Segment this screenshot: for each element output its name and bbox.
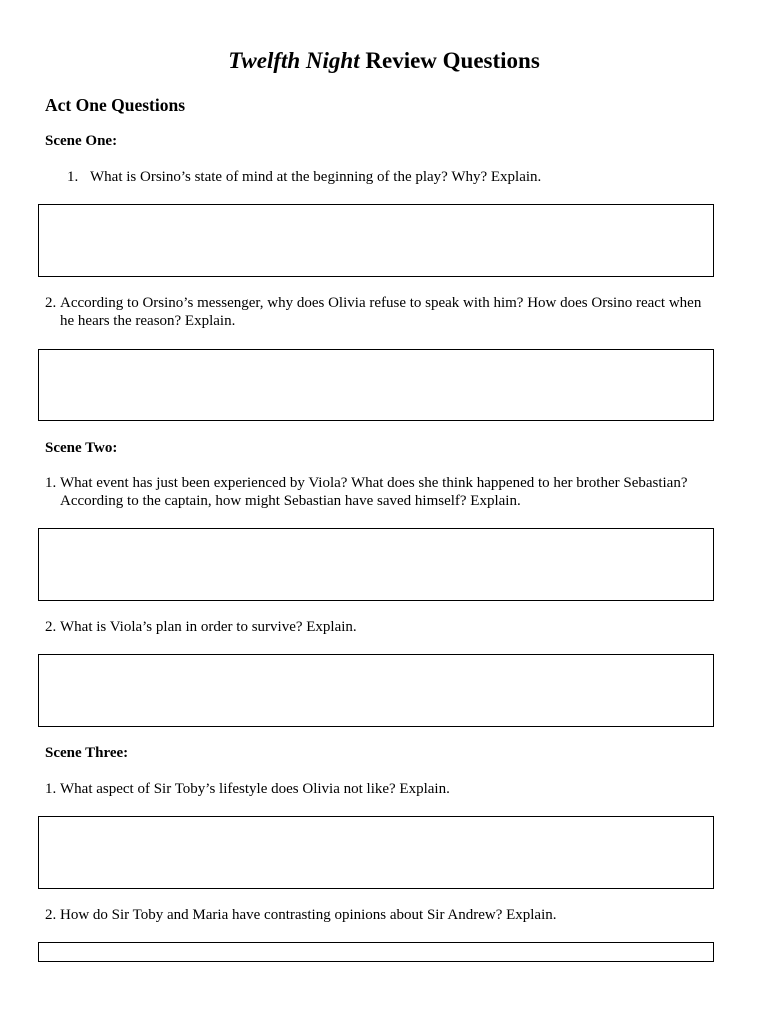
- question-scene2-q1: [45, 474, 715, 510]
- act-heading: Act One Questions: [45, 95, 185, 115]
- scene-heading-one: Scene One:: [45, 133, 118, 149]
- answer-box-scene1-q1[interactable]: [38, 204, 714, 277]
- title-rest: Review Questions: [359, 48, 540, 73]
- answer-box-scene1-q2[interactable]: [38, 349, 714, 421]
- answer-box-scene2-q2[interactable]: [38, 654, 714, 727]
- question-scene3-q2: [45, 906, 715, 924]
- question-number: 2.: [45, 619, 57, 635]
- scene-heading-two: Scene Two:: [45, 440, 118, 456]
- page-title: [0, 46, 768, 76]
- answer-box-scene3-q1[interactable]: [38, 816, 714, 889]
- question-text: What is Orsino’s state of mind at the beginning of the play? Why? Explain.: [90, 169, 542, 185]
- question-scene1-q2: [45, 294, 715, 330]
- question-scene3-q1: [45, 780, 715, 798]
- question-number: 1.: [45, 781, 57, 797]
- answer-box-scene3-q2[interactable]: [38, 942, 714, 962]
- scene-heading-three: Scene Three:: [45, 745, 129, 761]
- answer-box-scene2-q1[interactable]: [38, 528, 714, 601]
- question-text: What is Viola’s plan in order to survive? Explain.: [60, 619, 357, 635]
- question-text: What event has just been experienced by Viola? What does she think happened to her brother Sebastian? According to the captain, how might Sebastian have saved himself? Explain.: [60, 475, 688, 509]
- question-text: How do Sir Toby and Maria have contrasting opinions about Sir Andrew? Explain.: [60, 907, 557, 923]
- question-text: What aspect of Sir Toby’s lifestyle does Olivia not like? Explain.: [60, 781, 450, 797]
- title-play-name: Twelfth Night: [228, 48, 360, 73]
- question-number: 1.: [45, 475, 57, 491]
- question-number: 2.: [45, 907, 57, 923]
- question-scene2-q2: [45, 618, 715, 636]
- question-text: According to Orsino’s messenger, why does Olivia refuse to speak with him? How does Orsino react when he hears the reason? Explain.: [60, 295, 702, 329]
- question-number: 2.: [45, 295, 57, 311]
- question-scene1-q1: [67, 168, 717, 186]
- question-number: 1.: [67, 169, 79, 185]
